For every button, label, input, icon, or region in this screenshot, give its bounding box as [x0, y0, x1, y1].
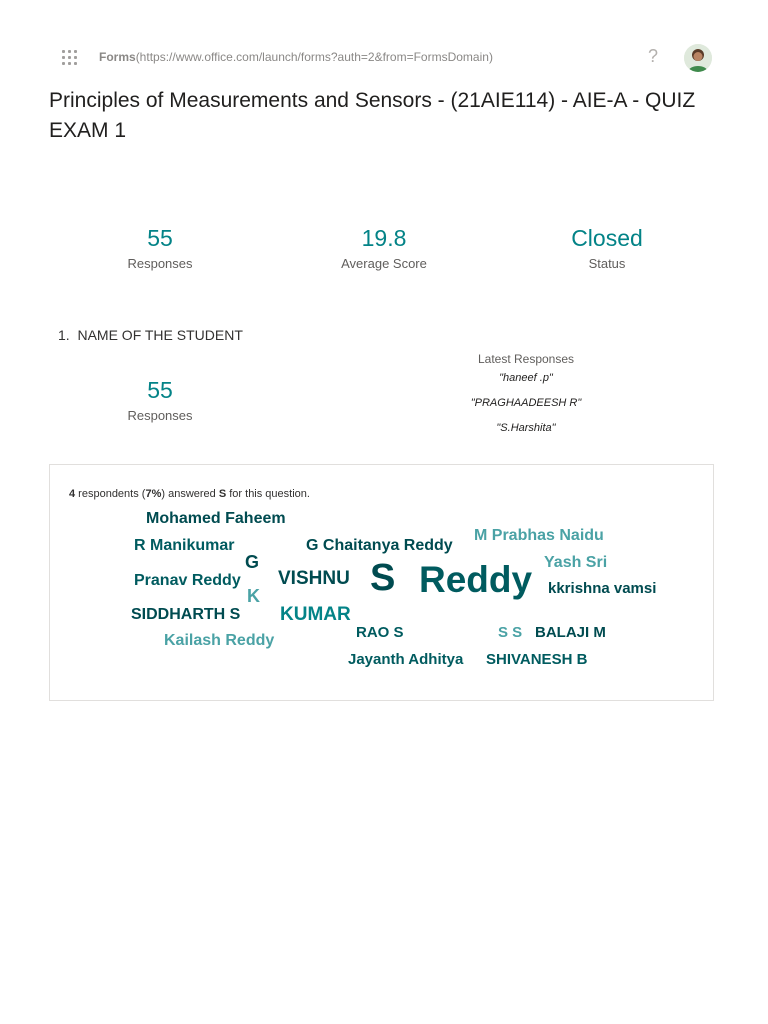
cloud-word[interactable]: SHIVANESH B	[486, 651, 588, 668]
latest-response-item: "haneef .p"	[499, 372, 553, 384]
stat-average-score	[284, 224, 484, 271]
cloud-word[interactable]: S S	[498, 624, 523, 641]
latest-responses	[426, 352, 626, 447]
word-cloud-panel	[49, 464, 714, 701]
cloud-word[interactable]: Yash Sri	[544, 554, 608, 571]
question-title	[58, 327, 243, 343]
app-url: (https://www.office.com/launch/forms?auth=2&from=FormsDomain)	[135, 50, 493, 64]
stat-label: Responses	[127, 256, 193, 271]
question-responses-value: 55	[147, 377, 173, 403]
stat-value: 55	[147, 225, 173, 251]
info-text: for this question.	[226, 488, 310, 500]
cloud-word[interactable]: Pranav Reddy	[134, 572, 241, 589]
info-word: S	[218, 488, 227, 500]
page-title: Principles of Measurements and Sensors - (21AIE114) - AIE-A - QUIZ EXAM 1	[49, 89, 696, 142]
question-text: NAME OF THE STUDENT	[77, 327, 243, 343]
stat-value: 19.8	[361, 225, 407, 251]
stat-status	[507, 224, 707, 271]
cloud-word[interactable]: Reddy	[419, 559, 533, 600]
cloud-word[interactable]: S	[370, 557, 396, 599]
cloud-word[interactable]: G Chaitanya Reddy	[306, 537, 453, 554]
user-avatar-icon	[684, 44, 712, 72]
latest-response-item: "PRAGHAADEESH R"	[470, 397, 582, 409]
latest-responses-header: Latest Responses	[477, 352, 575, 366]
top-bar	[0, 0, 768, 66]
cloud-word[interactable]: SIDDHARTH S	[131, 606, 241, 623]
cloud-word[interactable]: Mohamed Faheem	[146, 510, 286, 527]
info-percent: 7%	[145, 488, 162, 500]
cloud-word[interactable]: R Manikumar	[134, 537, 235, 554]
latest-response-item: "S.Harshita"	[496, 422, 556, 434]
cloud-word[interactable]: G	[245, 552, 260, 572]
question-responses	[100, 376, 220, 423]
app-brand[interactable]	[99, 50, 493, 64]
cloud-word[interactable]: VISHNU	[278, 568, 350, 589]
stat-responses	[60, 224, 260, 271]
info-count: 4	[69, 488, 76, 500]
cloud-word[interactable]: M Prabhas Naidu	[474, 527, 604, 544]
question-number: 1.	[58, 327, 70, 343]
info-text: respondents (	[75, 488, 146, 500]
stat-label: Status	[588, 256, 626, 271]
stat-value: Closed	[571, 225, 643, 251]
word-cloud-info	[69, 488, 310, 500]
stat-label: Average Score	[341, 256, 427, 271]
help-icon[interactable]: ?	[648, 46, 659, 66]
cloud-word[interactable]: KUMAR	[280, 604, 351, 625]
cloud-word[interactable]: kkrishna vamsi	[548, 580, 657, 597]
app-name: Forms	[99, 50, 136, 64]
cloud-word[interactable]: K	[247, 586, 260, 606]
cloud-word[interactable]: RAO S	[356, 624, 404, 641]
app-launcher-icon[interactable]	[62, 50, 78, 66]
question-responses-label: Responses	[127, 408, 193, 423]
cloud-word[interactable]: Kailash Reddy	[164, 632, 275, 649]
avatar[interactable]	[684, 44, 712, 72]
cloud-word[interactable]: BALAJI M	[535, 624, 606, 641]
info-text: ) answered	[161, 488, 219, 500]
cloud-word[interactable]: Jayanth Adhitya	[348, 651, 464, 668]
